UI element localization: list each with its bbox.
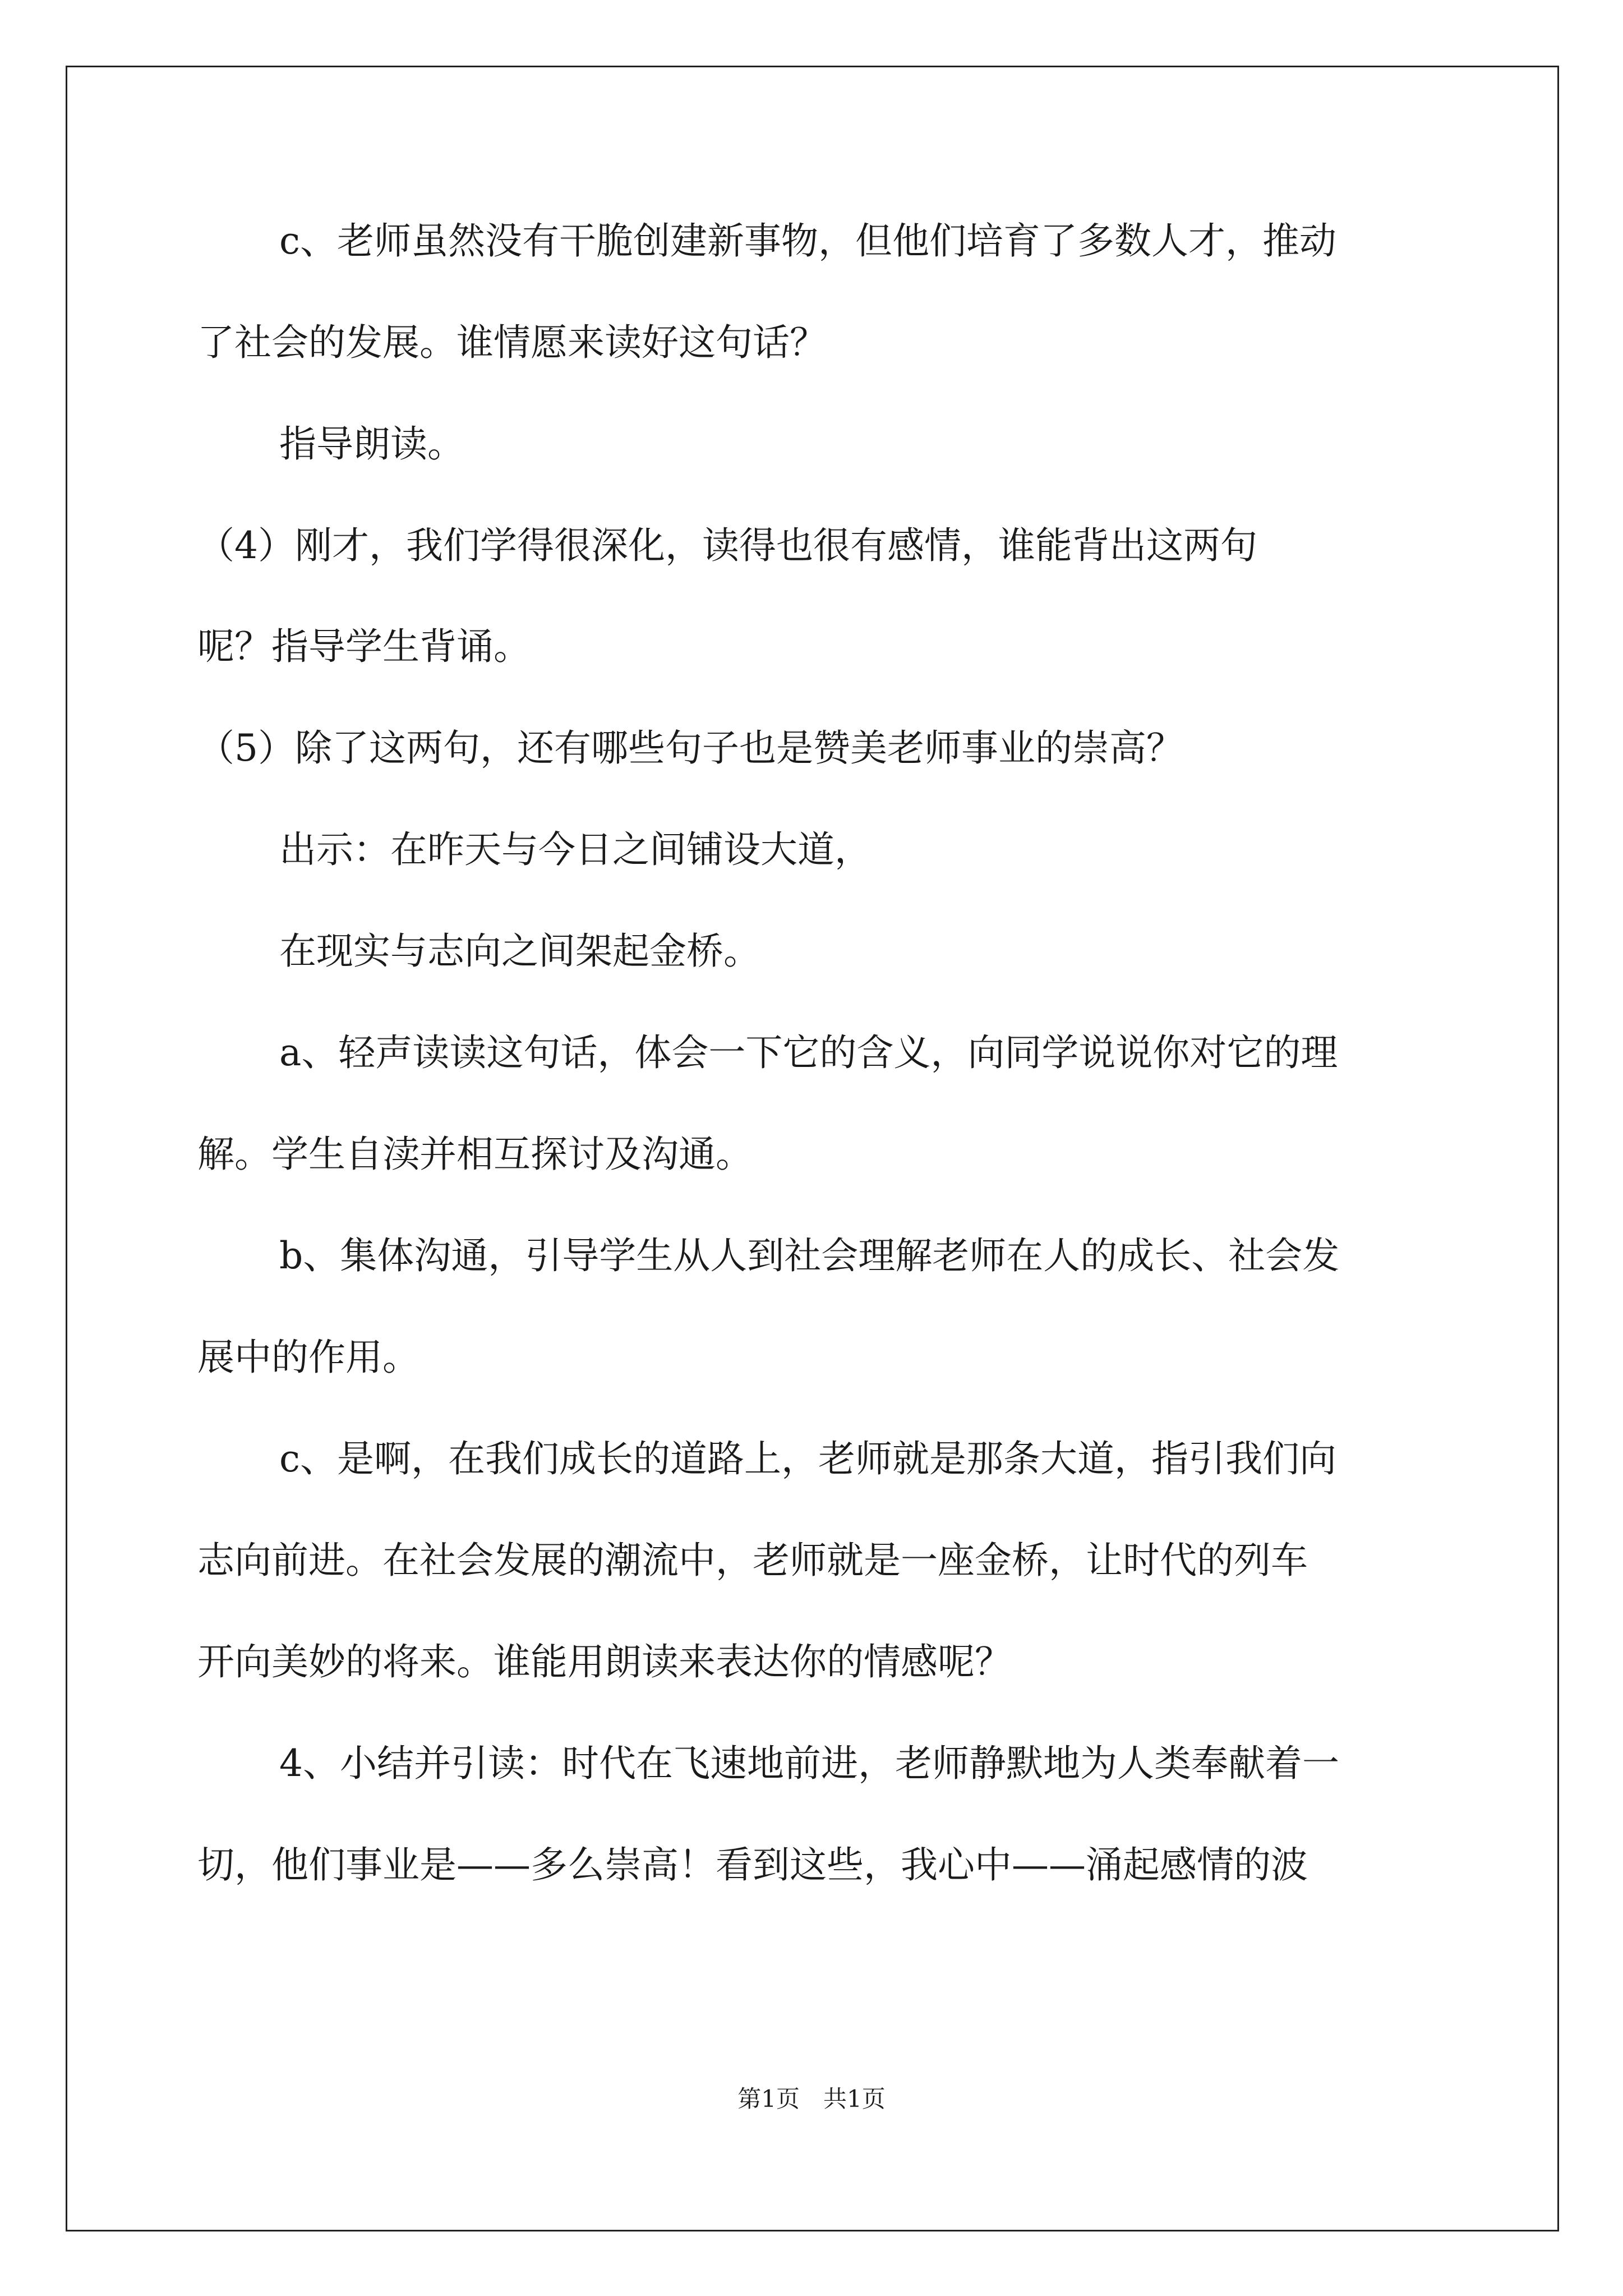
text-line: c、老师虽然没有干脆创建新事物，但他们培育了多数人才，推动	[279, 219, 1336, 263]
text-line: 开向美妙的将来。谁能用朗读来表达你的情感呢？	[197, 1640, 1012, 1683]
text-line: b、集体沟通，引导学生从人到社会理解老师在人的成长、社会发	[279, 1234, 1340, 1277]
text-line: 志向前进。在社会发展的潮流中，老师就是一座金桥，让时代的列车	[197, 1539, 1308, 1582]
text-line: 展中的作用。	[197, 1336, 419, 1379]
page-number-footer: 第1页 共1页	[737, 2085, 886, 2113]
text-line: 切，他们事业是——多么崇高！看到这些，我心中——涌起感情的波	[197, 1843, 1308, 1887]
text-line: 呢？指导学生背诵。	[197, 625, 531, 668]
text-line: c、是啊，在我们成长的道路上，老师就是那条大道，指引我们向	[279, 1437, 1336, 1480]
text-line: 在现实与志向之间架起金桥。	[279, 930, 760, 973]
text-line: （4）刚才，我们学得很深化，读得也很有感情，谁能背出这两句	[197, 524, 1257, 567]
text-line: 出示：在昨天与今日之间铺设大道，	[279, 828, 872, 871]
text-line: 了社会的发展。谁情愿来读好这句话？	[197, 321, 827, 364]
text-line: a、轻声读读这句话，体会一下它的含义，向同学说说你对它的理	[279, 1031, 1338, 1074]
text-line: （5）除了这两句，还有哪些句子也是赞美老师事业的崇高？	[197, 726, 1183, 770]
text-line: 指导朗读。	[279, 422, 464, 466]
text-line: 4、小结并引读：时代在飞速地前进，老师静默地为人类奉献着一	[279, 1742, 1339, 1785]
text-line: 解。学生自渎并相互探讨及沟通。	[197, 1133, 753, 1176]
